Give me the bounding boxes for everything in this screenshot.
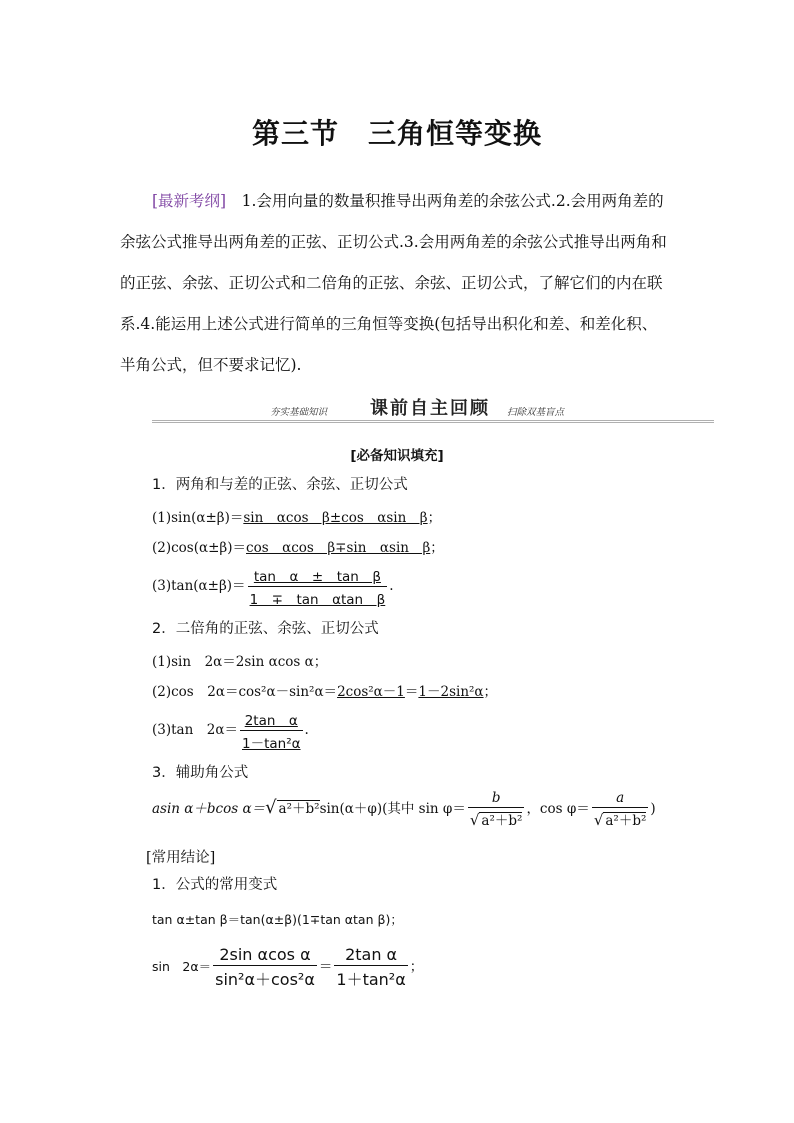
conclusion-tag: [常用结论] xyxy=(146,850,216,866)
page-title: 第三节 三角恒等变换 xyxy=(251,117,542,150)
syllabus-paragraph xyxy=(120,181,680,386)
s2-f2-prefix: (2)cos 2α＝cos²α－sin²α＝ xyxy=(152,684,338,700)
syllabus-tag: [最新考纲] xyxy=(152,192,227,210)
s3-heading: 3．辅助角公式 xyxy=(152,765,249,781)
s3-frac2-numerator: a xyxy=(592,790,649,808)
s3-sqrt-radicand: a²＋b² xyxy=(278,801,320,817)
s1-formula-1 xyxy=(152,506,441,526)
syllabus-line-5: 半角公式，但不要求记忆). xyxy=(120,356,302,374)
c-f2-frac1-numerator: 2sin αcos α xyxy=(213,945,317,966)
c-f2-fraction-2 xyxy=(334,945,407,990)
s2-formula-1: (1)sin 2α＝2sin αcos α； xyxy=(152,654,328,670)
s3-frac2-denominator xyxy=(592,808,649,829)
box-title: [必备知识填充] xyxy=(350,448,444,464)
s2-heading: 2．二倍角的正弦、余弦、正切公式 xyxy=(152,621,379,637)
c-f2-prefix: sin 2α＝ xyxy=(152,959,212,974)
s1-f2-prefix: (2)cos(α±β)＝ xyxy=(152,540,247,556)
s2-f2-answer-1: 2cos²α－1 xyxy=(337,684,405,700)
s1-f3-fraction xyxy=(248,565,388,608)
s3-frac1-numerator: b xyxy=(468,790,525,808)
s2-f2-equals: ＝ xyxy=(404,684,419,700)
s3-separator: ，cos φ＝ xyxy=(526,801,590,817)
s3-frac1-radicand: a²＋b² xyxy=(481,813,523,829)
s3-formula xyxy=(152,790,656,829)
s3-frac1-denominator xyxy=(468,808,525,829)
s2-f3-denominator: 1－tan²α xyxy=(242,736,301,752)
s1-f3-denominator: 1 ∓ tan αtan β xyxy=(249,592,386,608)
s3-fraction-2 xyxy=(592,790,649,829)
s1-f1-prefix: (1)sin(α±β)＝ xyxy=(152,510,244,526)
s3-lhs: asin α＋bcos α＝ xyxy=(152,801,266,817)
s1-f3-end: . xyxy=(389,578,394,594)
banner-right-text: 扫除双基盲点 xyxy=(507,407,565,418)
s2-f3-fraction xyxy=(240,709,303,752)
s1-formula-3 xyxy=(152,565,394,608)
section-banner xyxy=(152,394,714,426)
sqrt-sign-icon: √ xyxy=(265,797,277,818)
s2-f2-end: ； xyxy=(483,684,498,700)
sqrt-sign-icon: √ xyxy=(469,811,480,829)
c-f2-frac1-denominator: sin²α＋cos²α xyxy=(215,970,315,989)
c-f2-end: ； xyxy=(409,959,424,975)
c-f2-fraction-1 xyxy=(213,945,317,990)
s1-f2-answer: cos αcos β∓sin αsin β xyxy=(246,540,431,556)
s2-formula-2 xyxy=(152,680,497,700)
s1-f2-end: ； xyxy=(430,540,444,556)
s2-f2-answer-2: 1－2sin²α xyxy=(418,684,484,700)
c-f2-frac2-denominator: 1＋tan²α xyxy=(336,970,406,989)
syllabus-line-3: 的正弦、余弦、正切公式和二倍角的正弦、余弦、正切公式，了解它们的内在联 xyxy=(120,274,663,292)
conclusion-heading: 1．公式的常用变式 xyxy=(152,877,278,893)
s3-middle: sin(α＋φ)(其中 sin φ＝ xyxy=(319,801,466,817)
banner-title: 课前自主回顾 xyxy=(370,398,490,419)
s2-formula-3 xyxy=(152,709,309,752)
s1-heading: 1．两角和与差的正弦、余弦、正切公式 xyxy=(152,477,408,493)
c-f2-equals: ＝ xyxy=(318,959,333,975)
s1-f3-prefix: (3)tan(α±β)＝ xyxy=(152,578,246,594)
conclusion-formula-2 xyxy=(152,945,423,990)
syllabus-line-1 xyxy=(120,181,680,222)
s1-f1-answer: sin αcos β±cos αsin β xyxy=(243,510,428,526)
s2-f3-end: . xyxy=(304,722,309,738)
s3-end: ) xyxy=(650,801,656,817)
conclusion-formula-1: tan α±tan β＝tan(α±β)(1∓tan αtan β)； xyxy=(152,912,403,927)
s2-f3-prefix: (3)tan 2α＝ xyxy=(152,722,238,738)
banner-left-text: 夯实基础知识 xyxy=(270,407,328,418)
c-f2-frac2-numerator: 2tan α xyxy=(334,945,407,966)
s1-f1-end: ； xyxy=(427,510,442,526)
syllabus-line-4: 系.4.能运用上述公式进行简单的三角恒等变换(包括导出积化和差、和差化积、 xyxy=(120,315,658,333)
s3-frac2-radicand: a²＋b² xyxy=(605,813,647,829)
syllabus-line-2: 余弦公式推导出两角差的正弦、正切公式.3.会用两角差的余弦公式推导出两角和 xyxy=(120,233,667,251)
banner-rule xyxy=(152,420,714,423)
s3-fraction-1 xyxy=(468,790,525,829)
syllabus-text-1: 1.会用向量的数量积推导出两角差的余弦公式.2.会用两角差的 xyxy=(241,192,664,210)
s1-formula-2 xyxy=(152,536,444,556)
s1-f3-numerator: tan α ± tan β xyxy=(248,565,388,587)
sqrt-sign-icon: √ xyxy=(593,811,604,829)
s2-f3-numerator: 2tan α xyxy=(240,709,303,731)
